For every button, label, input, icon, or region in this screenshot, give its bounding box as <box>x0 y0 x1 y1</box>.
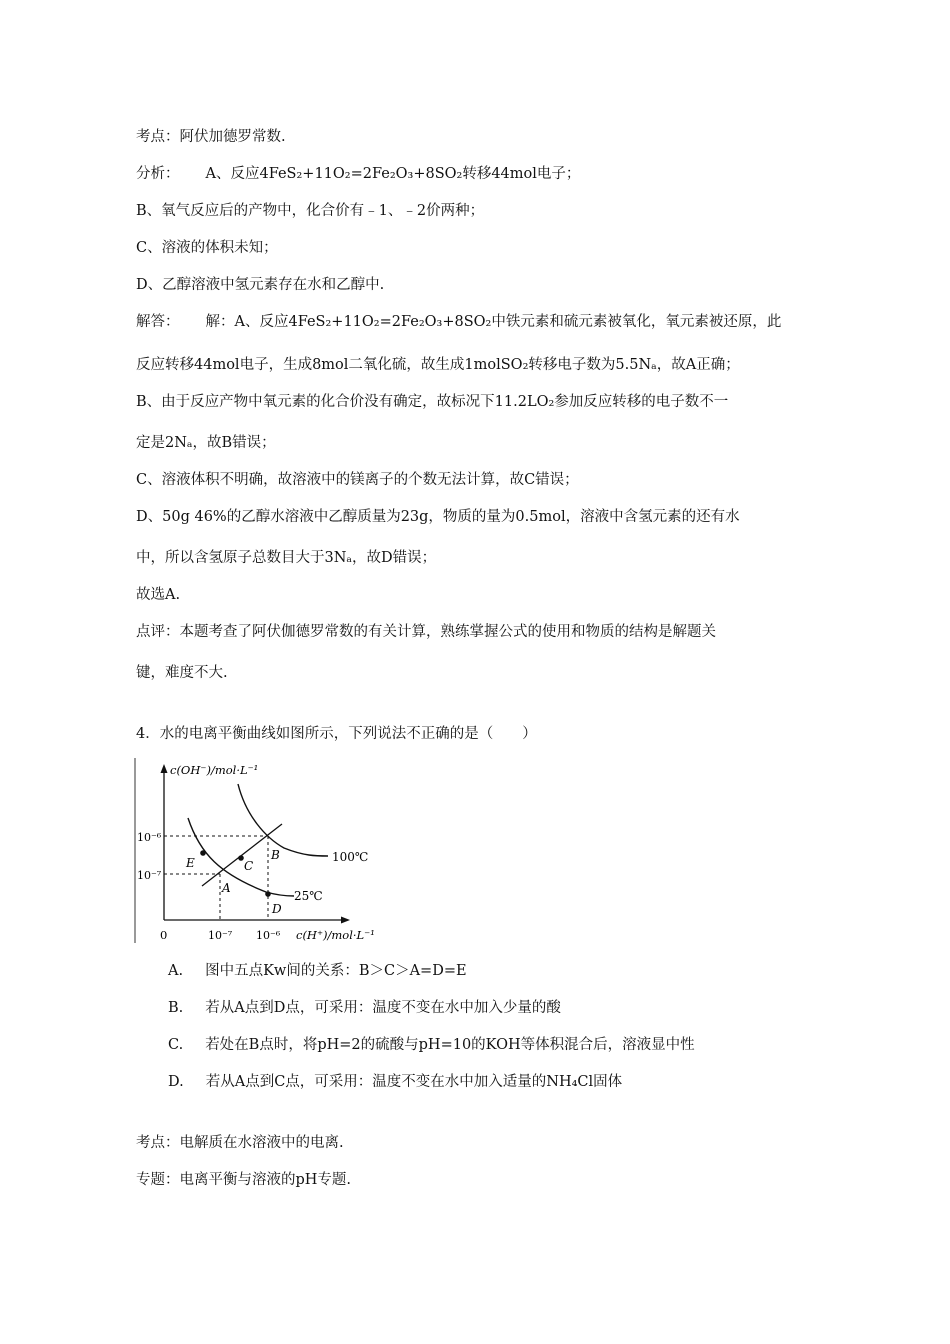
question-4: 4．水的电离平衡曲线如图所示，下列说法不正确的是（ ） <box>136 726 537 742</box>
line-kaodian: 考点：阿伏加德罗常数. <box>136 129 286 145</box>
x-axis-label: c(H⁺)/mol·L⁻¹ <box>296 928 375 942</box>
xtick-1e-7: 10⁻⁷ <box>208 929 233 942</box>
point-d-dot <box>265 891 271 897</box>
curve-100c-label: 100℃ <box>332 850 369 864</box>
option-b: B. 若从A点到D点，可采用：温度不变在水中加入少量的酸 <box>168 1000 561 1016</box>
point-c-label: C <box>244 859 254 873</box>
y-axis-arrow <box>161 764 168 773</box>
xtick-1e-6: 10⁻⁶ <box>256 929 281 942</box>
point-e-label: E <box>186 856 195 870</box>
line-fenxi-d: D、乙醇溶液中氢元素存在水和乙醇中. <box>136 277 385 293</box>
point-e-dot <box>200 850 206 856</box>
x-axis-arrow <box>341 917 350 924</box>
point-a-label: A <box>222 881 231 895</box>
origin-label: 0 <box>160 928 168 942</box>
line-dianping2: 键，难度不大. <box>136 665 228 681</box>
line-fenxi-c: C、溶液的体积未知； <box>136 240 278 256</box>
curve-25c-label: 25℃ <box>294 889 323 903</box>
line-jieda: 解答： 解：A、反应4FeS₂+11O₂=2Fe₂O₃+8SO₂中铁元素和硫元素被氧化，氧元素被还原，此 <box>136 314 782 330</box>
line-jieda-d2: 中，所以含氢原子总数目大于3Nₐ，故D错误； <box>136 550 437 566</box>
curve-100c <box>238 784 328 856</box>
point-c-dot <box>238 855 244 861</box>
line-jieda-b: B、由于反应产物中氧元素的化合价没有确定，故标况下11.2LO₂参加反应转移的电子数不一 <box>136 394 729 410</box>
line-jieda-a2: 反应转移44mol电子，生成8mol二氧化硫，故生成1molSO₂转移电子数为5.5Nₐ，故A正确； <box>136 357 740 373</box>
line-guxuan: 故选A. <box>136 587 181 603</box>
point-b-label: B <box>271 848 280 862</box>
option-d: D. 若从A点到C点，可采用：温度不变在水中加入适量的NH₄Cl固体 <box>168 1074 623 1090</box>
line-fenxi-b: B、氧气反应后的产物中，化合价有﹣1、﹣2价两种； <box>136 203 485 219</box>
line-fenxi: 分析： A、反应4FeS₂+11O₂=2Fe₂O₃+8SO₂转移44mol电子； <box>136 166 581 182</box>
ytick-1e-7: 10⁻⁷ <box>137 869 162 882</box>
water-ionization-graph <box>134 758 394 948</box>
option-c: C. 若处在B点时，将pH=2的硫酸与pH=10的KOH等体积混合后，溶液显中性 <box>168 1037 695 1053</box>
line-jieda-d: D、50g 46%的乙醇水溶液中乙醇质量为23g，物质的量为0.5mol，溶液中含氢元素的还有水 <box>136 509 740 525</box>
footer-kaodian: 考点：电解质在水溶液中的电离. <box>136 1135 344 1151</box>
line-dianping: 点评：本题考查了阿伏伽德罗常数的有关计算，熟练掌握公式的使用和物质的结构是解题关 <box>136 624 716 640</box>
line-jieda-b2: 定是2Nₐ，故B错误； <box>136 435 276 451</box>
y-axis-label: c(OH⁻)/mol·L⁻¹ <box>170 763 259 777</box>
ytick-1e-6: 10⁻⁶ <box>137 831 162 844</box>
footer-zhuanti: 专题：电离平衡与溶液的pH专题. <box>136 1172 352 1188</box>
neutral-line <box>202 824 282 886</box>
line-jieda-c: C、溶液体积不明确，故溶液中的镁离子的个数无法计算，故C错误； <box>136 472 579 488</box>
option-a: A. 图中五点Kw间的关系：B＞C＞A=D=E <box>168 963 467 979</box>
point-d-label: D <box>272 902 282 916</box>
